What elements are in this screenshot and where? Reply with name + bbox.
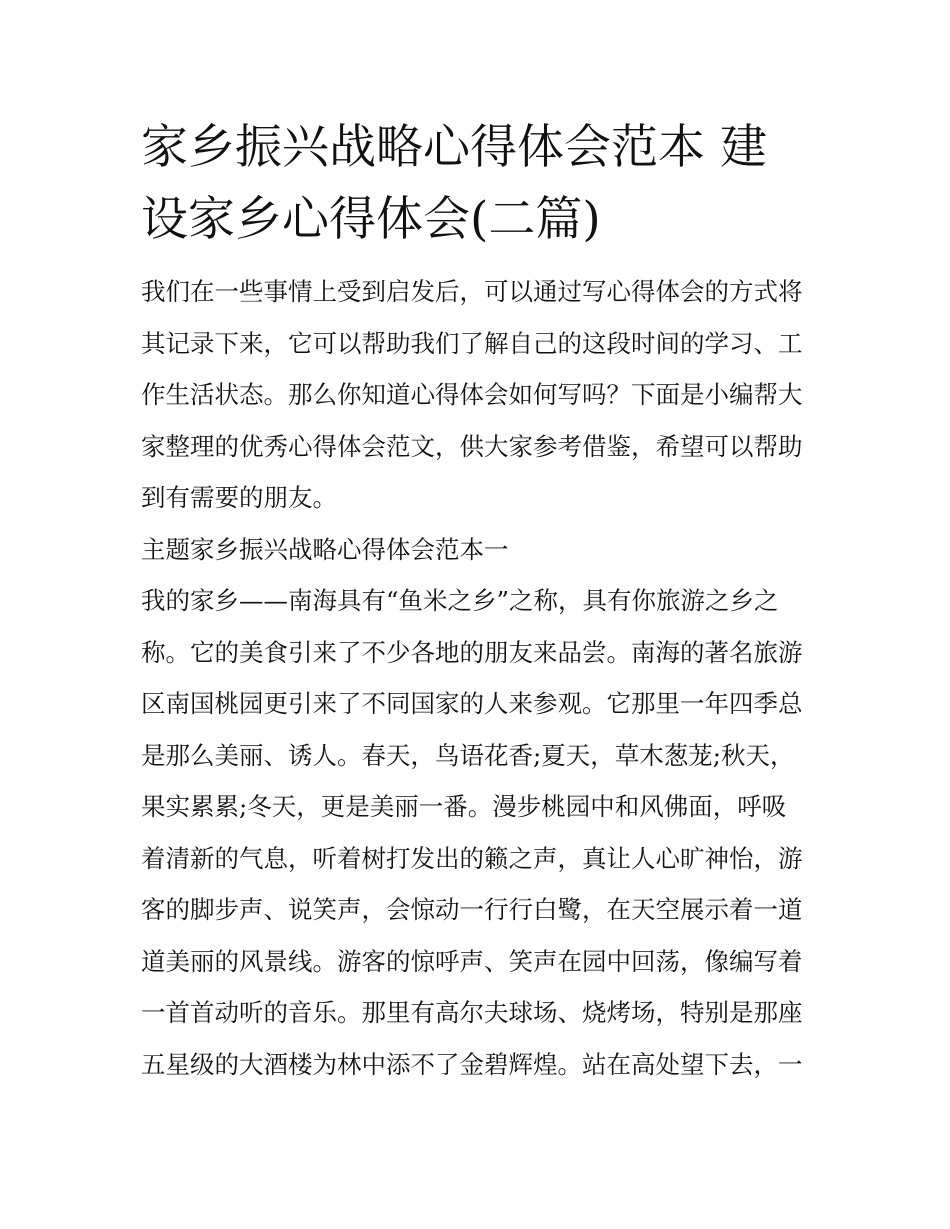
body-line: 我的家乡——南海具有“鱼米之乡”之称，具有你旅游之乡之 (141, 586, 779, 615)
body-line: 道美丽的风景线。游客的惊呼声、笑声在园中回荡，像编写着 (141, 946, 803, 976)
body-line: 其记录下来，它可以帮助我们了解自己的这段时间的学习、工 (141, 328, 803, 358)
body-line: 五星级的大酒楼为林中添不了金碧辉煌。站在高处望下去，一 (141, 1049, 803, 1079)
body-line: 家整理的优秀心得体会范文，供大家参考借鉴，希望可以帮助 (141, 431, 803, 461)
body-line: 称。它的美食引来了不少各地的朋友来品尝。南海的著名旅游 (141, 637, 803, 667)
body-line: 到有需要的朋友。 (141, 483, 337, 512)
document-content (141, 112, 815, 1090)
body-line: 着清新的气息，听着树打发出的籁之声，真让人心旷神怡，游 (141, 843, 803, 873)
body-line: 果实累累;冬天，更是美丽一番。漫步桃园中和风佛面，呼吸 (141, 792, 787, 821)
title-line-2: 设家乡心得体会(二篇) (141, 192, 601, 247)
body-line: 作生活状态。那么你知道心得体会如何写吗？下面是小编帮大 (141, 380, 803, 409)
body-line: 是那么美丽、诱人。春天，鸟语花香;夏天，草木葱茏;秋天， (141, 740, 795, 770)
document-body (141, 266, 815, 1090)
section-heading: 主题家乡振兴战略心得体会范本一 (141, 534, 509, 564)
body-line: 一首首动听的音乐。那里有高尔夫球场、烧烤场，特别是那座 (141, 998, 803, 1027)
body-line: 我们在一些事情上受到启发后，可以通过写心得体会的方式将 (141, 277, 803, 306)
title-line-1: 家乡振兴战略心得体会范本 建 (141, 120, 767, 175)
body-line: 客的脚步声、说笑声，会惊动一行行白鹭，在天空展示着一道 (141, 895, 803, 924)
document-title (141, 112, 815, 256)
body-line: 区南国桃园更引来了不同国家的人来参观。它那里一年四季总 (141, 689, 803, 718)
